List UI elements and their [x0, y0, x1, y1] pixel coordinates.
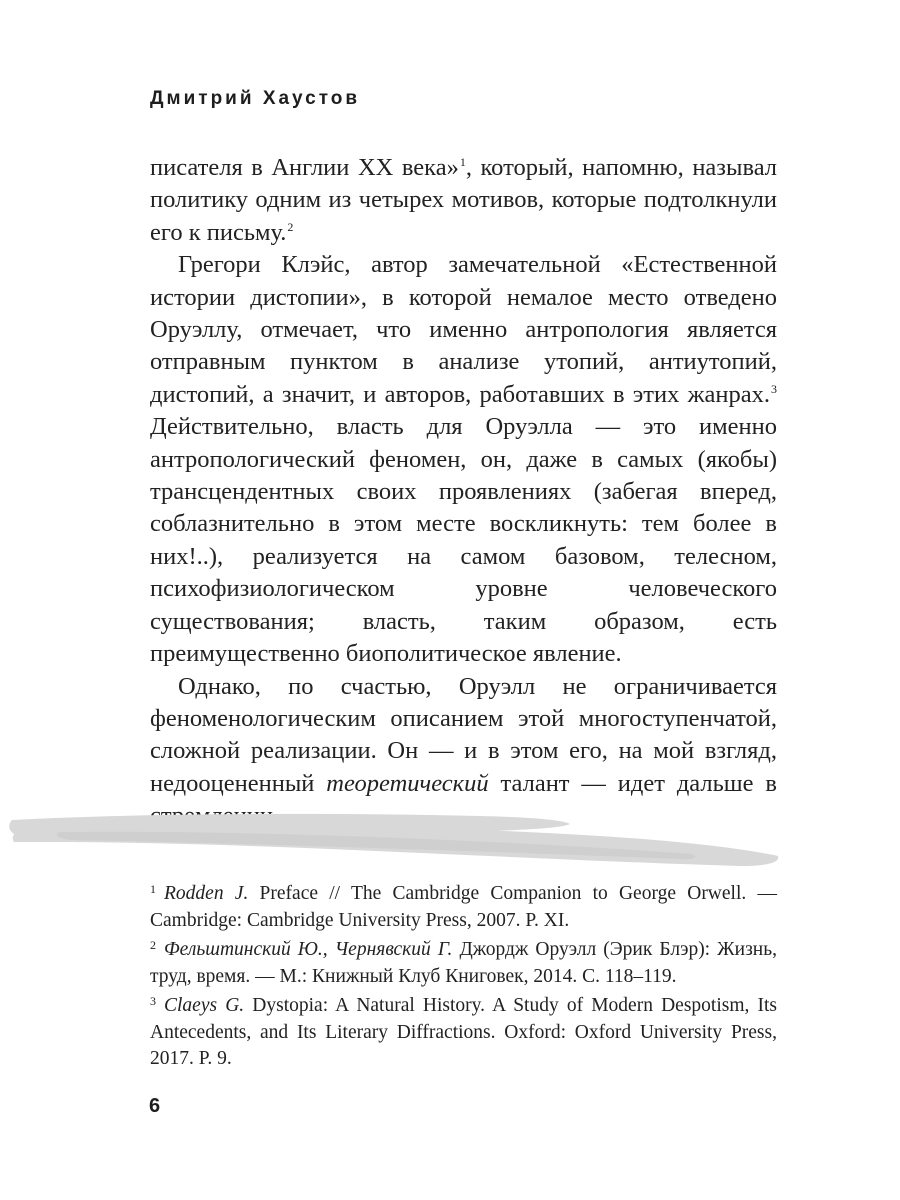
footnote-3 — [150, 993, 777, 1073]
main-text — [150, 152, 777, 833]
footnote-1-text: Preface // The Cambridge Companion to George Orwell. — Cambridge: Cambridge University Press, 2007. P. XI. — [150, 883, 777, 931]
paragraph-2 — [150, 249, 777, 670]
paragraph-1-text-b: , который, напомню, называл политику одним из четырех мотивов, которые подтолкнули его к письму. — [150, 154, 778, 246]
footnote-2-author: Фельштинский Ю., Чернявский Г. — [164, 939, 453, 960]
footnote-1 — [150, 881, 777, 934]
footnote-3-number: 3 — [150, 994, 156, 1008]
running-head-author: Дмитрий Хаустов — [150, 88, 361, 109]
footnote-ref-3: 3 — [771, 381, 777, 396]
footnote-ref-1: 1 — [459, 155, 466, 169]
footnote-1-author: Rodden J. — [164, 883, 249, 904]
brush-stroke-divider — [0, 796, 900, 876]
footnote-2-text: Джордж Оруэлл (Эрик Блэр): Жизнь, труд, время. — М.: Книжный Клуб Книговек, 2014. С. 118–119. — [150, 939, 777, 987]
paragraph-1 — [150, 152, 777, 249]
footnote-2-number: 2 — [150, 938, 156, 952]
footnotes — [150, 881, 777, 1076]
paragraph-2-text-b: Действительно, власть для Оруэлла — это именно антропологический феномен, он, даже в самых (якобы) трансцендентных своих проявлениях (забегая вперед, соблазнительно в этом месте воскликнуть: тем более в них!..), реализуется на самом базовом, телесном, психофизиологическом уровне человеческого существования; власть, таким образом, есть преимущественно биополитическое явление. — [150, 413, 777, 668]
footnote-2 — [150, 937, 777, 990]
paragraph-3-text-b: талант — идет дальше в — [500, 769, 777, 797]
paragraph-1-text-a: писателя в Англии XX века» — [150, 154, 459, 181]
paragraph-3-emphasis: теоретический — [326, 769, 489, 797]
footnote-3-author: Claeys G. — [164, 995, 245, 1016]
footnote-1-number: 1 — [150, 882, 156, 896]
page-number: 6 — [149, 1095, 161, 1117]
paragraph-3-text-a: Однако, по счастью, Оруэлл не ограничивается феноменологическим описанием этой многоступенчатой, сложной реализации. Он — и в этом его, на мой взгляд, недооцененный — [150, 672, 777, 797]
paragraph-2-text-a: Грегори Клэйс, автор замечательной «Естественной истории дистопии», в которой немалое место отведено Оруэллу, отмечает, что именно антропология является отправным пунктом в анализе утопий, антиутопий, дистопий, а значит, и авторов, работавших в этих жанрах. — [150, 251, 777, 408]
footnote-ref-2: 2 — [287, 219, 294, 234]
footnote-3-text: Dystopia: A Natural History. A Study of Modern Despotism, Its Antecedents, and Its Literary Diffractions. Oxford: Oxford University Press, 2017. P. 9. — [150, 995, 778, 1069]
